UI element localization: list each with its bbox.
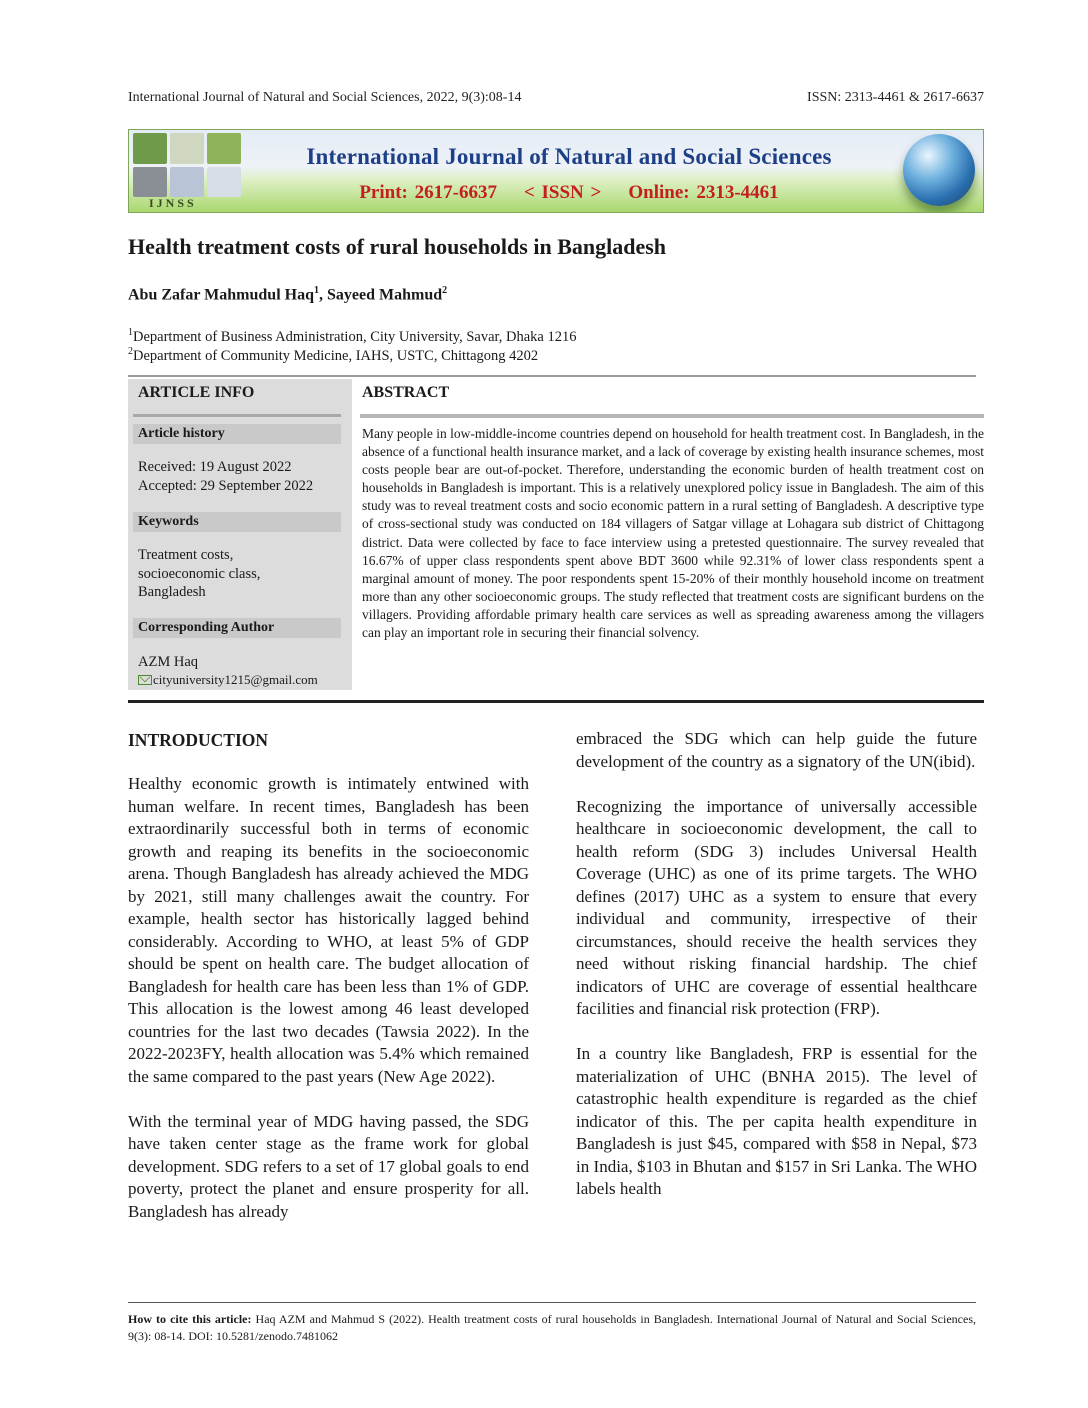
author-name: Abu Zafar Mahmudul Haq (128, 286, 314, 304)
article-info-heading: ARTICLE INFO (138, 384, 255, 401)
affiliation-text: Department of Business Administration, City University, Savar, Dhaka 1216 (133, 328, 577, 345)
accepted-date: Accepted: 29 September 2022 (138, 478, 314, 494)
introduction-heading: INTRODUCTION (128, 730, 269, 750)
journal-banner (128, 129, 984, 213)
affiliation-sup: 1 (128, 327, 133, 338)
article-info-rule (133, 414, 341, 417)
author-name: Sayeed Mahmud (326, 286, 443, 304)
header-divider (128, 375, 976, 377)
affiliation-1 (128, 327, 577, 346)
corresponding-author-heading: Corresponding Author (133, 618, 341, 638)
envelope-icon (138, 675, 152, 685)
citation-text: Haq AZM and Mahmud S (2022). Health treatment costs of rural households in Bangladesh. International Journal of Natural and Social Sciences, 9(3): 08-14. DOI: 10.5281/zenodo.7481062 (128, 1312, 976, 1343)
footer-rule (128, 1302, 976, 1303)
abstract-bottom-rule (128, 700, 984, 703)
journal-issn-line: Print: 2617-6637 < ISSN > Online: 2313-4461 (359, 182, 779, 203)
body-paragraph: Recognizing the importance of universally accessible healthcare in socioeconomic development, the call to health reform (SDG 3) includes Universal Health Coverage (UHC) as one of its prime targets. The WHO defines (2017) UHC as a system to ensure that every individual and community, irrespective of their circumstances, should receive the health services they need without risking financial hardship. The chief indicators of UHC are coverage of essential healthcare facilities and financial risk protection (FRP). (576, 796, 977, 1018)
article-history-heading: Article history (133, 424, 341, 444)
article-title: Health treatment costs of rural households in Bangladesh (128, 234, 667, 259)
corresponding-author-name: AZM Haq (138, 654, 199, 670)
running-header-right: ISSN: 2313-4461 & 2617-6637 (807, 90, 984, 105)
author-list: Abu Zafar Mahmudul Haq$^1$, Sayeed Mahmud$^2$ (128, 285, 448, 304)
affiliation-2 (128, 346, 538, 365)
body-paragraph: embraced the SDG which can help guide the future development of the country as a signatory of the UN(ibid). (576, 729, 977, 771)
journal-name: International Journal of Natural and Social Sciences (306, 144, 832, 169)
keywords-heading: Keywords (133, 512, 341, 532)
author-sup: 2 (442, 285, 448, 296)
affiliation-text: Department of Community Medicine, IAHS, USTC, Chittagong 4202 (133, 347, 539, 364)
corresponding-author-email[interactable]: cityuniversity1215@gmail.com (153, 672, 318, 687)
abstract-text: Many people in low-middle-income countries depend on household for health treatment cost. In Bangladesh, in the absence of a functional health insurance market, and a lack of coverage by existing health insurance schemes, most costs people bear are out-of-pocket. Therefore, understanding the economic burden of health treatment cost on households in Bangladesh is important. This is a relatively unexplored policy issue in Bangladesh. The aim of this study was to reveal treatment costs and socio economic pattern in a rural setting of Bangladesh. A descriptive type of cross-sectional study was conducted on 184 villagers of Satgar village at Lohagara sub district of Chittagong district. Data were collected by face to face interview using a pretested questionnaire. The survey revealed that 16.67% of upper class respondents spent above BDT 3600 while 92.31% of lower class respondents spent a marginal amount of money. The poor respondents spent 15-20% of their monthly household income on treatment more than any other socioeconomic groups. The study reflected that treatment costs are significant burdens on the villagers. Providing affordable primary health care services as well as spreading awareness among the villagers can play an important role in securing their financial solvency. (362, 426, 984, 641)
body-paragraph: Healthy economic growth is intimately entwined with human welfare. In recent times, Bangladesh has been extraordinarily successful both in terms of economic growth and reaping its benefits in the socioeconomic arena. Though Bangladesh has already achieved the MDG by 2021, still many challenges await the country. For example, health sector has historically lagged behind considerably. According to WHO, at least 5% of GDP should be spent on health care. The budget allocation of Bangladesh for health care has been less than 1% of GDP. This allocation is the lowest among 46 least developed countries for the last two decades (Tawsia 2022). In the 2022-2023FY, health allocation was 5.4% which remained the same compared to the past years (New Age 2022). (128, 774, 529, 1086)
keyword-item: socioeconomic class, (138, 566, 261, 582)
keyword-item: Treatment costs, (138, 547, 234, 563)
received-date: Received: 19 August 2022 (138, 459, 292, 475)
running-header-left: International Journal of Natural and Social Sciences, 2022, 9(3):08-14 (128, 90, 522, 105)
body-paragraph: In a country like Bangladesh, FRP is essential for the materialization of UHC (BNHA 2015). The level of catastrophic health expenditure is regarded as the chief indicator of this. The per capita health expenditure in Bangladesh is just $45, compared with $58 in Nepal, $73 in India, $103 in Bhutan and $157 in Sri Lanka. The WHO labels health (576, 1044, 977, 1198)
affiliation-sup: 2 (128, 346, 133, 357)
body-paragraph: With the terminal year of MDG having passed, the SDG have taken center stage as the frame work for global development. SDG refers to a set of 17 global goals to end poverty, protect the planet and ensure prosperity for all. Bangladesh has already (128, 1111, 529, 1221)
globe-icon (903, 134, 975, 206)
abstract-heading: ABSTRACT (362, 384, 450, 401)
keyword-item: Bangladesh (138, 584, 206, 600)
banner-thumbnail-collage (133, 133, 241, 197)
abstract-rule (360, 414, 984, 418)
right-column (576, 728, 977, 1223)
citation-block (128, 1311, 976, 1345)
left-column (128, 773, 529, 1246)
corresponding-author-email-row (138, 670, 318, 689)
author-sup: 1 (313, 285, 319, 296)
citation-label: How to cite this article: (128, 1312, 252, 1326)
banner-logo-text: IJNSS (149, 196, 197, 210)
